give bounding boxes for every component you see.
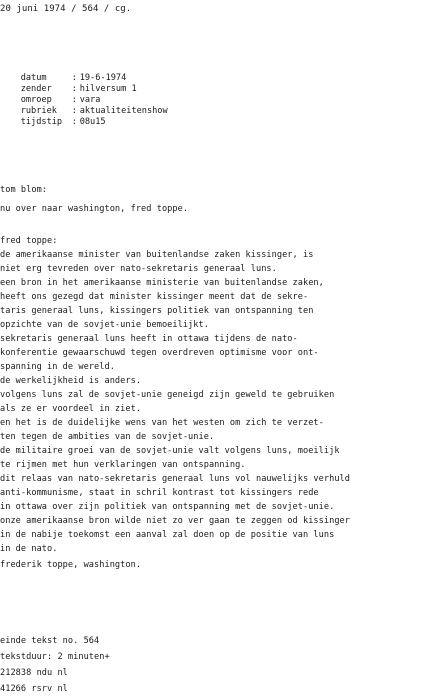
intro-line: nu over naar washington, fred toppe. [0,204,189,214]
body-line: de amerikaanse minister van buitenlandse zaken kissinger, is [0,250,314,260]
meta-value: 08u15 [79,117,106,127]
document-header: 20 juni 1974 / 564 / cg. [0,4,132,14]
footer-line: tekstduur: 2 minuten+ [0,652,110,662]
meta-row-tijdstip [0,106,106,139]
body-line: in de nabije toekomst een aanval zal doen op de positie van luns [0,530,335,540]
meta-key: rubriek [20,106,57,116]
body-line: te rijmen met hun verklaringen van ontspanning. [0,460,246,470]
body-line: onze amerikaanse bron wilde niet zo ver gaan te zeggen od kissinger [0,516,350,526]
meta-key: omroep [20,95,52,105]
body-line: in ottawa over zijn politiek van ontspanning met de sovjet-unie. [0,502,335,512]
signoff-line: frederik toppe, washington. [0,560,142,570]
body-line: konferentie gewaarschuwd tegen overdreven optimisme voor ont- [0,348,319,358]
body-line: fred toppe: [0,236,58,246]
meta-separator: : [71,95,77,105]
intro-speaker: tom blom: [0,185,48,195]
meta-separator: : [71,117,77,127]
meta-separator: : [71,73,77,83]
body-line: ten tegen de ambities van de sovjet-unie. [0,432,215,442]
body-line: een bron in het amerikaanse ministerie van buitenlandse zaken, [0,278,324,288]
footer-line: einde tekst no. 564 [0,636,100,646]
meta-key: datum [20,73,47,83]
meta-value: aktualiteitenshow [79,106,168,116]
body-line: dit relaas van nato-sekretaris generaal luns vol nauwelijks verhuld [0,474,350,484]
meta-value: hilversum 1 [79,84,137,94]
meta-key: zender [20,84,52,94]
meta-separator: : [71,84,77,94]
footer-line: 212838 ndu nl [0,668,68,678]
footer-line: 41266 rsrv nl [0,684,68,694]
body-line: en het is de duidelijke wens van het westen om zich te verzet- [0,418,324,428]
body-line: heeft ons gezegd dat minister kissinger meent dat de sekre- [0,292,309,302]
meta-value: vara [79,95,101,105]
body-line: als ze er voordeel in ziet. [0,404,142,414]
body-line: taris generaal luns, kissingers politiek van ontspanning ten [0,306,314,316]
body-line: volgens luns zal de sovjet-unie geneigd zijn geweld te gebruiken [0,390,335,400]
body-line: sekretaris generaal luns heeft in ottawa tijdens de nato- [0,334,298,344]
body-line: de werkelijkheid is anders. [0,376,142,386]
body-line: opzichte van de sovjet-unie bemoeilijkt. [0,320,209,330]
body-line: spanning in de wereld. [0,362,115,372]
body-line: de militaire groei van de sovjet-unie valt volgens luns, moeilijk [0,446,340,456]
meta-separator: : [71,106,77,116]
meta-value: 19-6-1974 [79,73,127,83]
meta-key: tijdstip [20,117,63,127]
body-line: anti-kommunisme, staat in schril kontrast tot kissingers rede [0,488,319,498]
body-line: in de nato. [0,544,58,554]
body-line: niet erg tevreden over nato-sekretaris generaal luns. [0,264,277,274]
